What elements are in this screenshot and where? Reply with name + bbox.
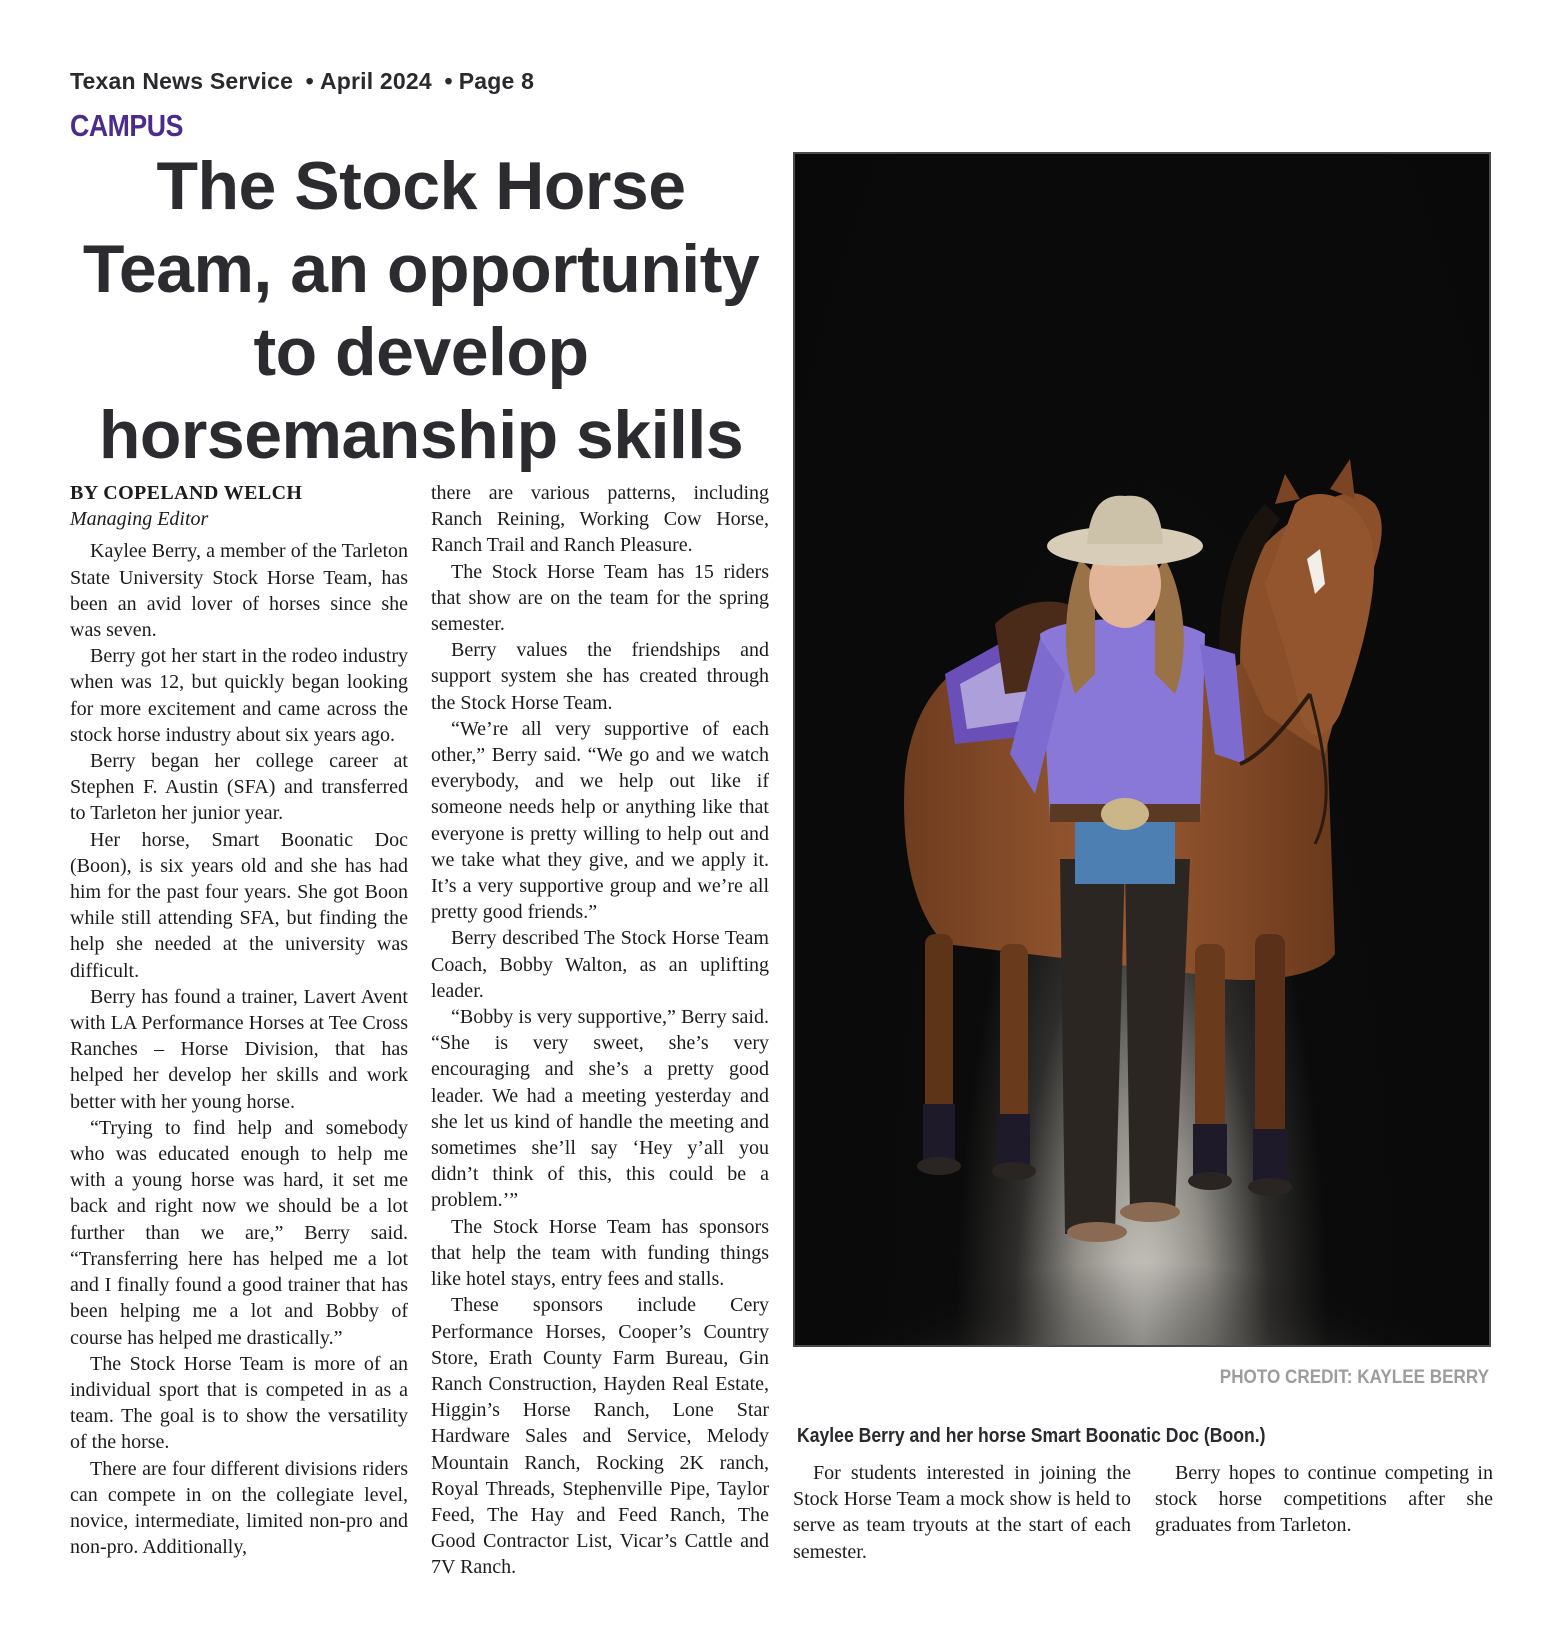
page-number: Page 8 — [458, 68, 535, 94]
paragraph: Berry has found a trainer, Lavert Avent with LA Performance Horses at Tee Cross Ranches – Horse Division, that has helped her develop her skills and work better with her young horse. — [70, 985, 408, 1113]
paragraph: There are four different divisions riders can compete in on the collegiate level, novice, intermediate, limited non-pro and non-pro. Additionally, — [70, 1457, 408, 1559]
paragraph: The Stock Horse Team is more of an individual sport that is competed in as a team. The goal is to show the versatility of the horse. — [70, 1352, 408, 1454]
paragraph: there are various patterns, including Ranch Reining, Working Cow Horse, Ranch Trail and Ranch Pleasure. — [431, 482, 769, 557]
article-column-3 — [793, 1460, 1131, 1565]
masthead-separator: • — [305, 68, 314, 94]
paragraph: Kaylee Berry, a member of the Tarleton State University Stock Horse Team, has been an avid lover of horses since she was seven. — [70, 540, 408, 642]
paragraph: “Trying to find help and somebody who was educated enough to help me with a young horse was hard, it set me back and right now we should be a lot further than we are,” Berry said. “Transferring here has helped me a lot and I finally found a good trainer that has been helping me a lot and Bobby of course has helped me drastically.” — [70, 1116, 408, 1349]
paragraph: Her horse, Smart Boonatic Doc (Boon), is six years old and she has had him for the past four years. She got Boon while still attending SFA, but finding the help she needed at the university was difficult. — [70, 828, 408, 982]
article-column-4 — [1155, 1460, 1493, 1539]
masthead — [70, 68, 534, 95]
paragraph: “Bobby is very supportive,” Berry said. “She is very sweet, she’s very encouraging and she’s a pretty good leader. We had a meeting yesterday and she let us kind of handle the meeting and sometimes she’ll say ‘Hey y’all you didn’t think of this, this could be a problem.’” — [431, 1006, 769, 1212]
paragraph: The Stock Horse Team has 15 riders that show are on the team for the spring semester. — [431, 560, 769, 636]
paragraph: “We’re all very supportive of each other,” Berry said. “We go and we watch everybody, and we help out like if someone needs help or anything like that everyone is pretty willing to help out and we take what they give, and we apply it. It’s a very supportive group and we’re all pretty good friends.” — [431, 717, 769, 924]
photo-caption: Kaylee Berry and her horse Smart Boonatic Doc (Boon.) — [797, 1425, 1266, 1447]
photo-credit: PHOTO CREDIT: KAYLEE BERRY — [1219, 1367, 1489, 1388]
paragraph: These sponsors include Cery Performance Horses, Cooper’s Country Store, Erath County Farm Bureau, Gin Ranch Construction, Hayden Real Estate, Higgin’s Horse Ranch, Lone Star Hardware Sales and Service, Melody Mountain Ranch, Rocking 2K ranch, Royal Threads, Stephenville Pipe, Taylor Feed, The Hay and Feed Ranch, The Good Contractor List, Vicar’s Cattle and 7V Ranch. — [431, 1294, 769, 1579]
byline: BY COPELAND WELCH — [70, 482, 303, 504]
headline: The Stock Horse Team, an opportunity to develop horsemanship skills — [82, 148, 760, 473]
article-photo — [793, 152, 1491, 1347]
paragraph: The Stock Horse Team has sponsors that help the team with funding things like hotel stays, entry fees and stalls. — [431, 1215, 769, 1291]
paragraph: Berry described The Stock Horse Team Coach, Bobby Walton, as an uplifting leader. — [431, 927, 769, 1002]
paragraph: Berry got her start in the rodeo industry when was 12, but quickly began looking for more excitement and came across the stock horse industry about six years ago. — [70, 645, 408, 746]
section-label: CAMPUS — [70, 108, 183, 143]
photo-illustration — [795, 154, 1489, 1345]
paragraph: Berry began her college career at Stephen F. Austin (SFA) and transferred to Tarleton her junior year. — [70, 750, 408, 825]
paragraph: For students interested in joining the Stock Horse Team a mock show is held to serve as team tryouts at the start of each semester. — [793, 1462, 1131, 1563]
paragraph: Berry hopes to continue competing in stock horse competitions after she graduates from Tarleton. — [1155, 1462, 1493, 1537]
article-column-1 — [70, 480, 408, 1560]
masthead-separator: • — [444, 68, 453, 94]
byline-role: Managing Editor — [70, 508, 209, 531]
article-column-2 — [431, 480, 769, 1581]
issue-date: April 2024 — [319, 68, 432, 94]
publication-name: Texan News Service — [70, 68, 294, 94]
paragraph: Berry values the friendships and support system she has created through the Stock Horse Team. — [431, 639, 769, 714]
